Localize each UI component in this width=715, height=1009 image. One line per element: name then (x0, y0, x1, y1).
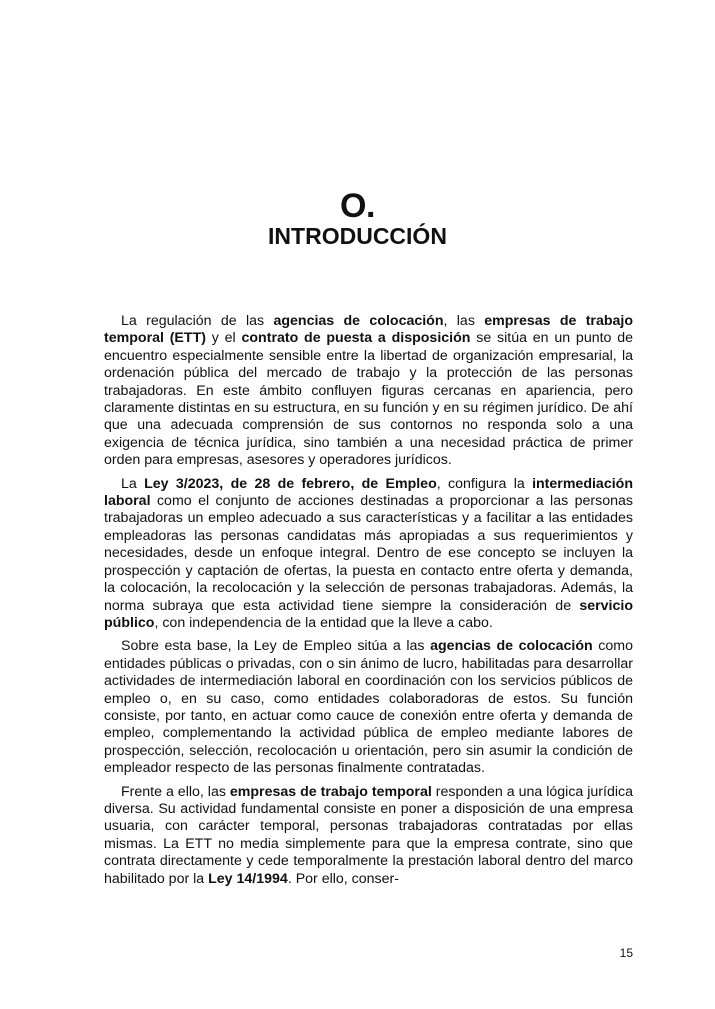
text-run: , con independencia de la entidad que la lleve a cabo. (154, 614, 493, 631)
text-run: y el (205, 330, 242, 347)
text-run: Sobre esta base, la Ley de Empleo sitúa a las (121, 638, 431, 655)
bold-term: empresas de trabajo temporal (229, 783, 432, 800)
paragraph (104, 638, 633, 777)
chapter-title: INTRODUCCIÓN (268, 223, 447, 249)
text-run: como entidades públicas o privadas, con o sin ánimo de lucro, habilitadas para desarrollar actividades de intermediación laboral en coordinación con los servicios públicos de empleo o, en su caso, como entidades colaboradoras de estos. Su función consiste, por tanto, en actuar como cauce de conexión entre oferta y demanda de empleo, complementando la actividad pública de empleo mediante labores de prospección, selección, recolocación u orientación, pero sin asumir la condición de empleador respecto de las personas finalmente contratadas. (104, 638, 634, 777)
paragraph (104, 476, 633, 633)
text-run: . Por ello, conser- (287, 870, 399, 887)
text-run: se sitúa en un punto de encuentro especialmente sensible entre la libertad de organización empresarial, la ordenación pública del mercado de trabajo y la protección de las personas trabajadoras. En este ámbito confluyen figuras cercanas en apariencia, pero claramente distintas en su estructura, en su función y en su régimen jurídico. De ahí que una adecuada comprensión de sus contornos no responda solo a una exigencia de técnica jurídica, sino también a una necesidad práctica de primer orden para empresas, asesores y operadores jurídicos. (104, 330, 634, 469)
paragraph (104, 313, 633, 470)
bold-term: Ley 14/1994 (208, 870, 288, 887)
text-run: Frente a ello, las (121, 783, 230, 800)
bold-term: empresas de trabajo temporal (ETT) (104, 313, 634, 347)
text-run: , configura la (436, 475, 533, 492)
bold-term: contrato de puesta a disposición (241, 330, 471, 347)
text-run: La regulación de las (121, 313, 274, 329)
bold-term: intermediación laboral (104, 475, 633, 510)
text-run: , las (443, 313, 485, 329)
bold-term: agencias de colocación (273, 313, 444, 329)
page-number: 15 (619, 946, 633, 960)
bold-term: Ley 3/2023, de 28 de febrero, de Empleo (144, 475, 437, 492)
paragraph (104, 784, 633, 888)
chapter-number: O. (340, 187, 375, 225)
bold-term: agencias de colocación (430, 638, 593, 655)
bold-term: servicio público (104, 597, 633, 631)
body-text (104, 313, 633, 894)
text-run: La (121, 475, 145, 492)
text-run: responden a una lógica jurídica diversa. Su actividad fundamental consiste en poner a disposición de una empresa usuaria, con carácter temporal, personas trabajadoras contratadas por ellas mismas. La ETT no media simplemente para que la empresa contrate, sino que contrata directamente y cede temporalmente la prestación laboral dentro del marco habilitado por la (104, 783, 633, 887)
text-run: como el conjunto de acciones destinadas a proporcionar a las personas trabajadoras un empleo adecuado a sus características y a facilitar a las entidades empleadoras las personas candidatas más apropiadas a sus requerimientos y necesidades, desde un enfoque integral. Dentro de ese concepto se incluyen la prospección y captación de ofertas, la puesta en contacto entre oferta y demanda, la colocación, la recolocación y la selección de personas trabajadoras. Además, la norma subraya que esta actividad tiene siempre la consideración de (104, 493, 633, 614)
